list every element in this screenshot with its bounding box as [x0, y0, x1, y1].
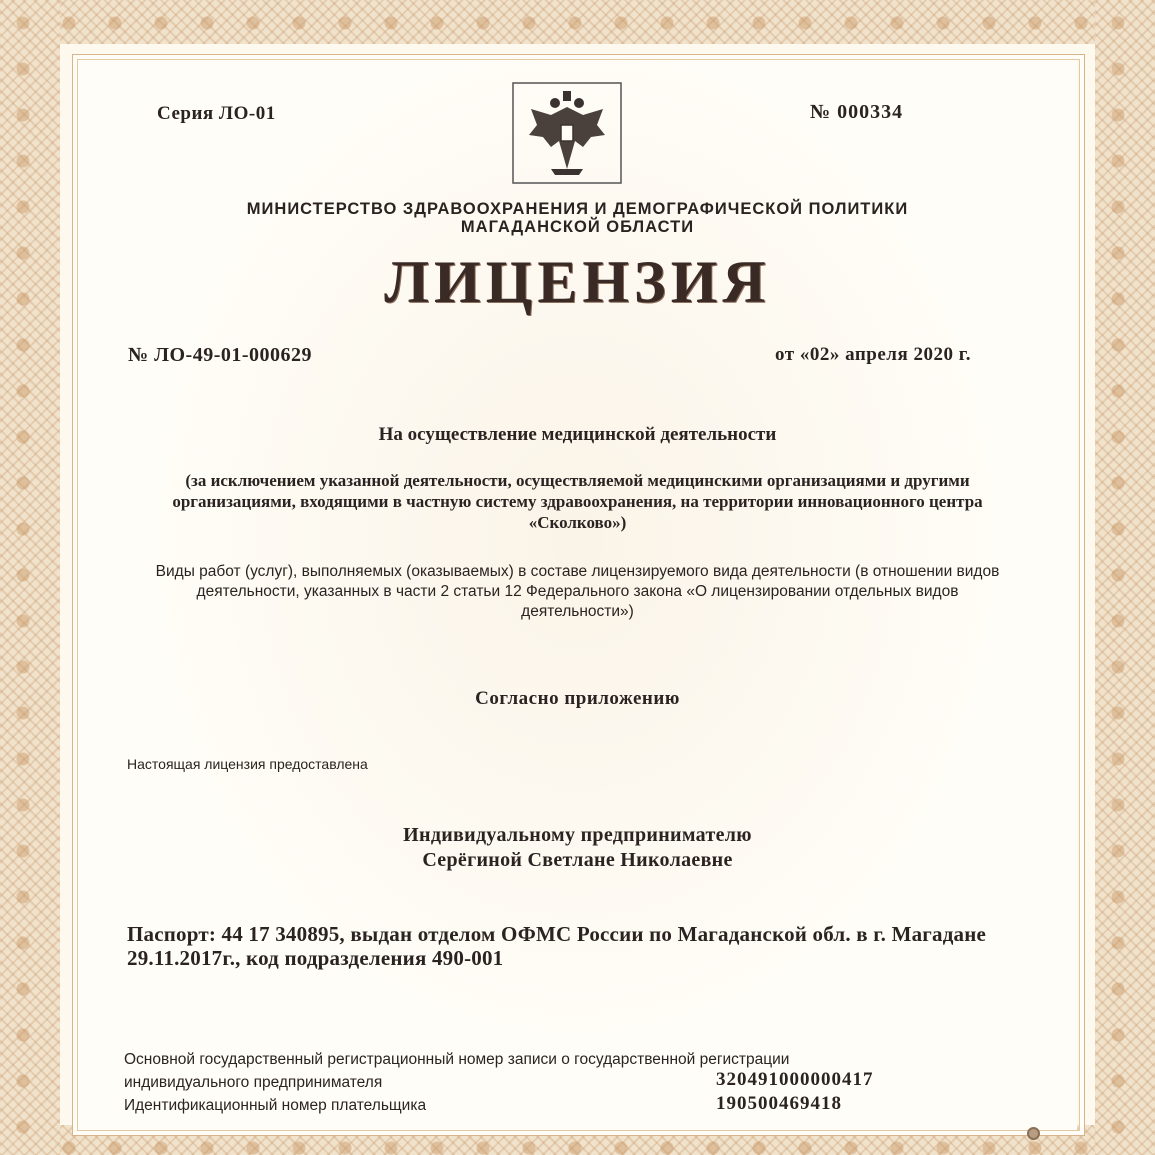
ministry-line-2: МАГАДАНСКОЙ ОБЛАСТИ — [460, 218, 695, 236]
activity-exclusion: (за исключением указанной деятельности, осуществляемой медицинскими организациями и другими организациями, входящими в частную систему здравоохранения, на территории инновационного центра «Сколково») — [172, 471, 983, 532]
series-label: Серия ЛО-01 — [157, 103, 276, 124]
ministry-name — [0, 200, 1155, 236]
form-number: № 000334 — [810, 101, 904, 123]
security-dot-icon — [1027, 1127, 1040, 1140]
ogrn-label-line-2: индивидуального предпринимателя — [124, 1074, 383, 1091]
granted-label: Настоящая лицензия предоставлена — [127, 756, 368, 772]
inn-label: Идентификационный номер плательщика — [124, 1097, 427, 1114]
ogrn-label-line-1: Основной государственный регистрационный номер записи о государственной регистрации — [124, 1051, 790, 1068]
certificate-border-left — [0, 0, 60, 1155]
ogrn-value: 320491000000417 — [716, 1069, 874, 1090]
works-description: Виды работ (услуг), выполняемых (оказываемых) в составе лицензируемого вида деятельности (в отношении видов деятельности, указанных в части 2 статьи 12 Федерального закона «О лицензировании отдельных видов деятельности») — [155, 563, 1000, 620]
holder-type: Индивидуальному предпринимателю — [403, 824, 752, 846]
certificate-border-top — [0, 0, 1155, 44]
certificate-border-right — [1095, 0, 1155, 1155]
ogrn-label — [124, 1048, 789, 1094]
passport-details: Паспорт: 44 17 340895, выдан отделом ОФМС России по Магаданской обл. в г. Магадане 29.11.2017г., код подразделения 490-001 — [127, 922, 987, 970]
document-title: ЛИЦЕНЗИЯ — [384, 249, 771, 315]
holder-name: Серёгиной Светлане Николаевне — [422, 849, 733, 871]
inn-value: 190500469418 — [716, 1093, 842, 1114]
license-date: от «02» апреля 2020 г. — [775, 344, 971, 365]
ministry-line-1: МИНИСТЕРСТВО ЗДРАВООХРАНЕНИЯ И ДЕМОГРАФИЧЕСКОЙ ПОЛИТИКИ — [246, 200, 909, 218]
activity-type: На осуществление медицинской деятельности — [378, 424, 777, 445]
coat-of-arms-icon — [511, 81, 623, 185]
license-holder — [0, 823, 1155, 873]
license-number: № ЛО-49-01-000629 — [128, 344, 313, 366]
annex-reference: Согласно приложению — [475, 688, 680, 709]
